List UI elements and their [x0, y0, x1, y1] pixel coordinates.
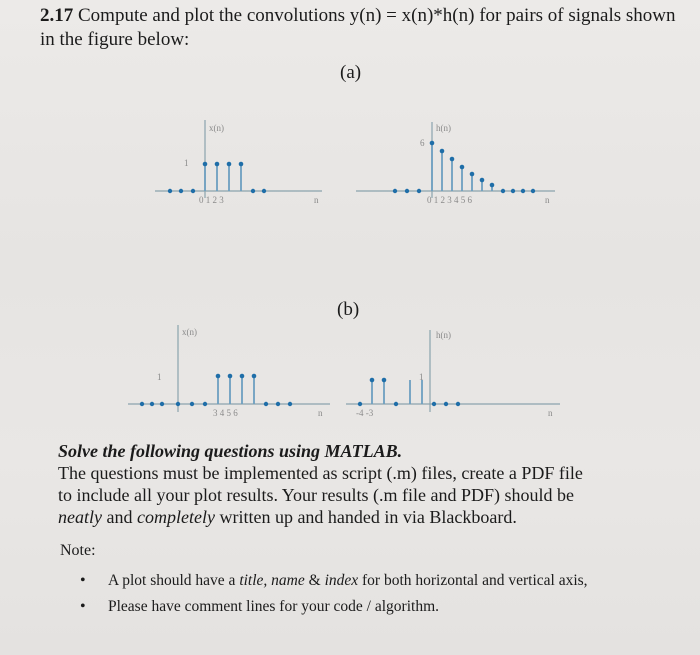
plot-a-x-amp: 1 — [184, 158, 189, 168]
plot-a-h — [356, 122, 555, 205]
problem-number: 2.17 — [40, 5, 74, 26]
plot-a-x-ticks: 0 1 2 3 — [199, 195, 224, 205]
plot-a-h-ticks: 0 1 2 3 4 5 6 — [427, 195, 472, 205]
solve-question: Solve the following questions using MATLAB. — [58, 441, 403, 461]
plot-b-x — [128, 325, 330, 418]
note-label: Note: — [60, 542, 96, 559]
word-completely: completely — [136, 507, 215, 527]
problem-text: Compute and plot the convolutions y(n) = x(n)*h(n) for pairs of signals shown in the figure below: — [40, 5, 676, 50]
instructions-line-3: neatly and completely written up and handed in via Blackboard. — [58, 507, 517, 527]
plot-b-h-n: n — [548, 408, 553, 418]
bullet-icon: • — [80, 572, 86, 589]
note-bullets — [80, 572, 680, 624]
plot-a-x-stems — [168, 162, 266, 194]
plot-a-h-stems — [393, 141, 535, 194]
plot-b-h — [346, 330, 560, 418]
plot-b-h-amp: 1 — [419, 372, 424, 382]
plot-b-x-amp: 1 — [157, 372, 162, 382]
plot-b-h-stems — [358, 378, 460, 406]
plot-b-x-n: n — [318, 408, 323, 418]
plot-b-x-ticks: 3 4 5 6 — [213, 408, 238, 418]
list-item: • A plot should have a title, name & index for both horizontal and vertical axis, — [80, 572, 588, 589]
part-b-label: (b) — [337, 299, 360, 320]
instructions-line-2: to include all your plot results. Your results (.m file and PDF) should be — [58, 485, 574, 505]
plot-b-h-ticks: -4 -3 — [356, 408, 374, 418]
plot-a-h-label: h(n) — [436, 123, 451, 133]
bullet-icon: • — [80, 598, 86, 615]
part-a-label: (a) — [340, 62, 362, 83]
plot-a-h-amp: 6 — [420, 138, 425, 148]
instructions-line-1: The questions must be implemented as script (.m) files, create a PDF file — [58, 463, 583, 483]
plot-a-x-n: n — [314, 195, 319, 205]
plot-b-x-stems — [140, 374, 292, 406]
word-neatly: neatly — [58, 507, 102, 527]
plot-a-x — [155, 120, 322, 205]
list-item: • Please have comment lines for your code / algorithm. — [80, 598, 440, 615]
instructions — [58, 440, 678, 528]
plot-b-h-label: h(n) — [436, 330, 451, 340]
plot-a-x-label: x(n) — [209, 123, 224, 133]
plot-b-x-label: x(n) — [182, 327, 197, 337]
plot-a-h-n: n — [545, 195, 550, 205]
